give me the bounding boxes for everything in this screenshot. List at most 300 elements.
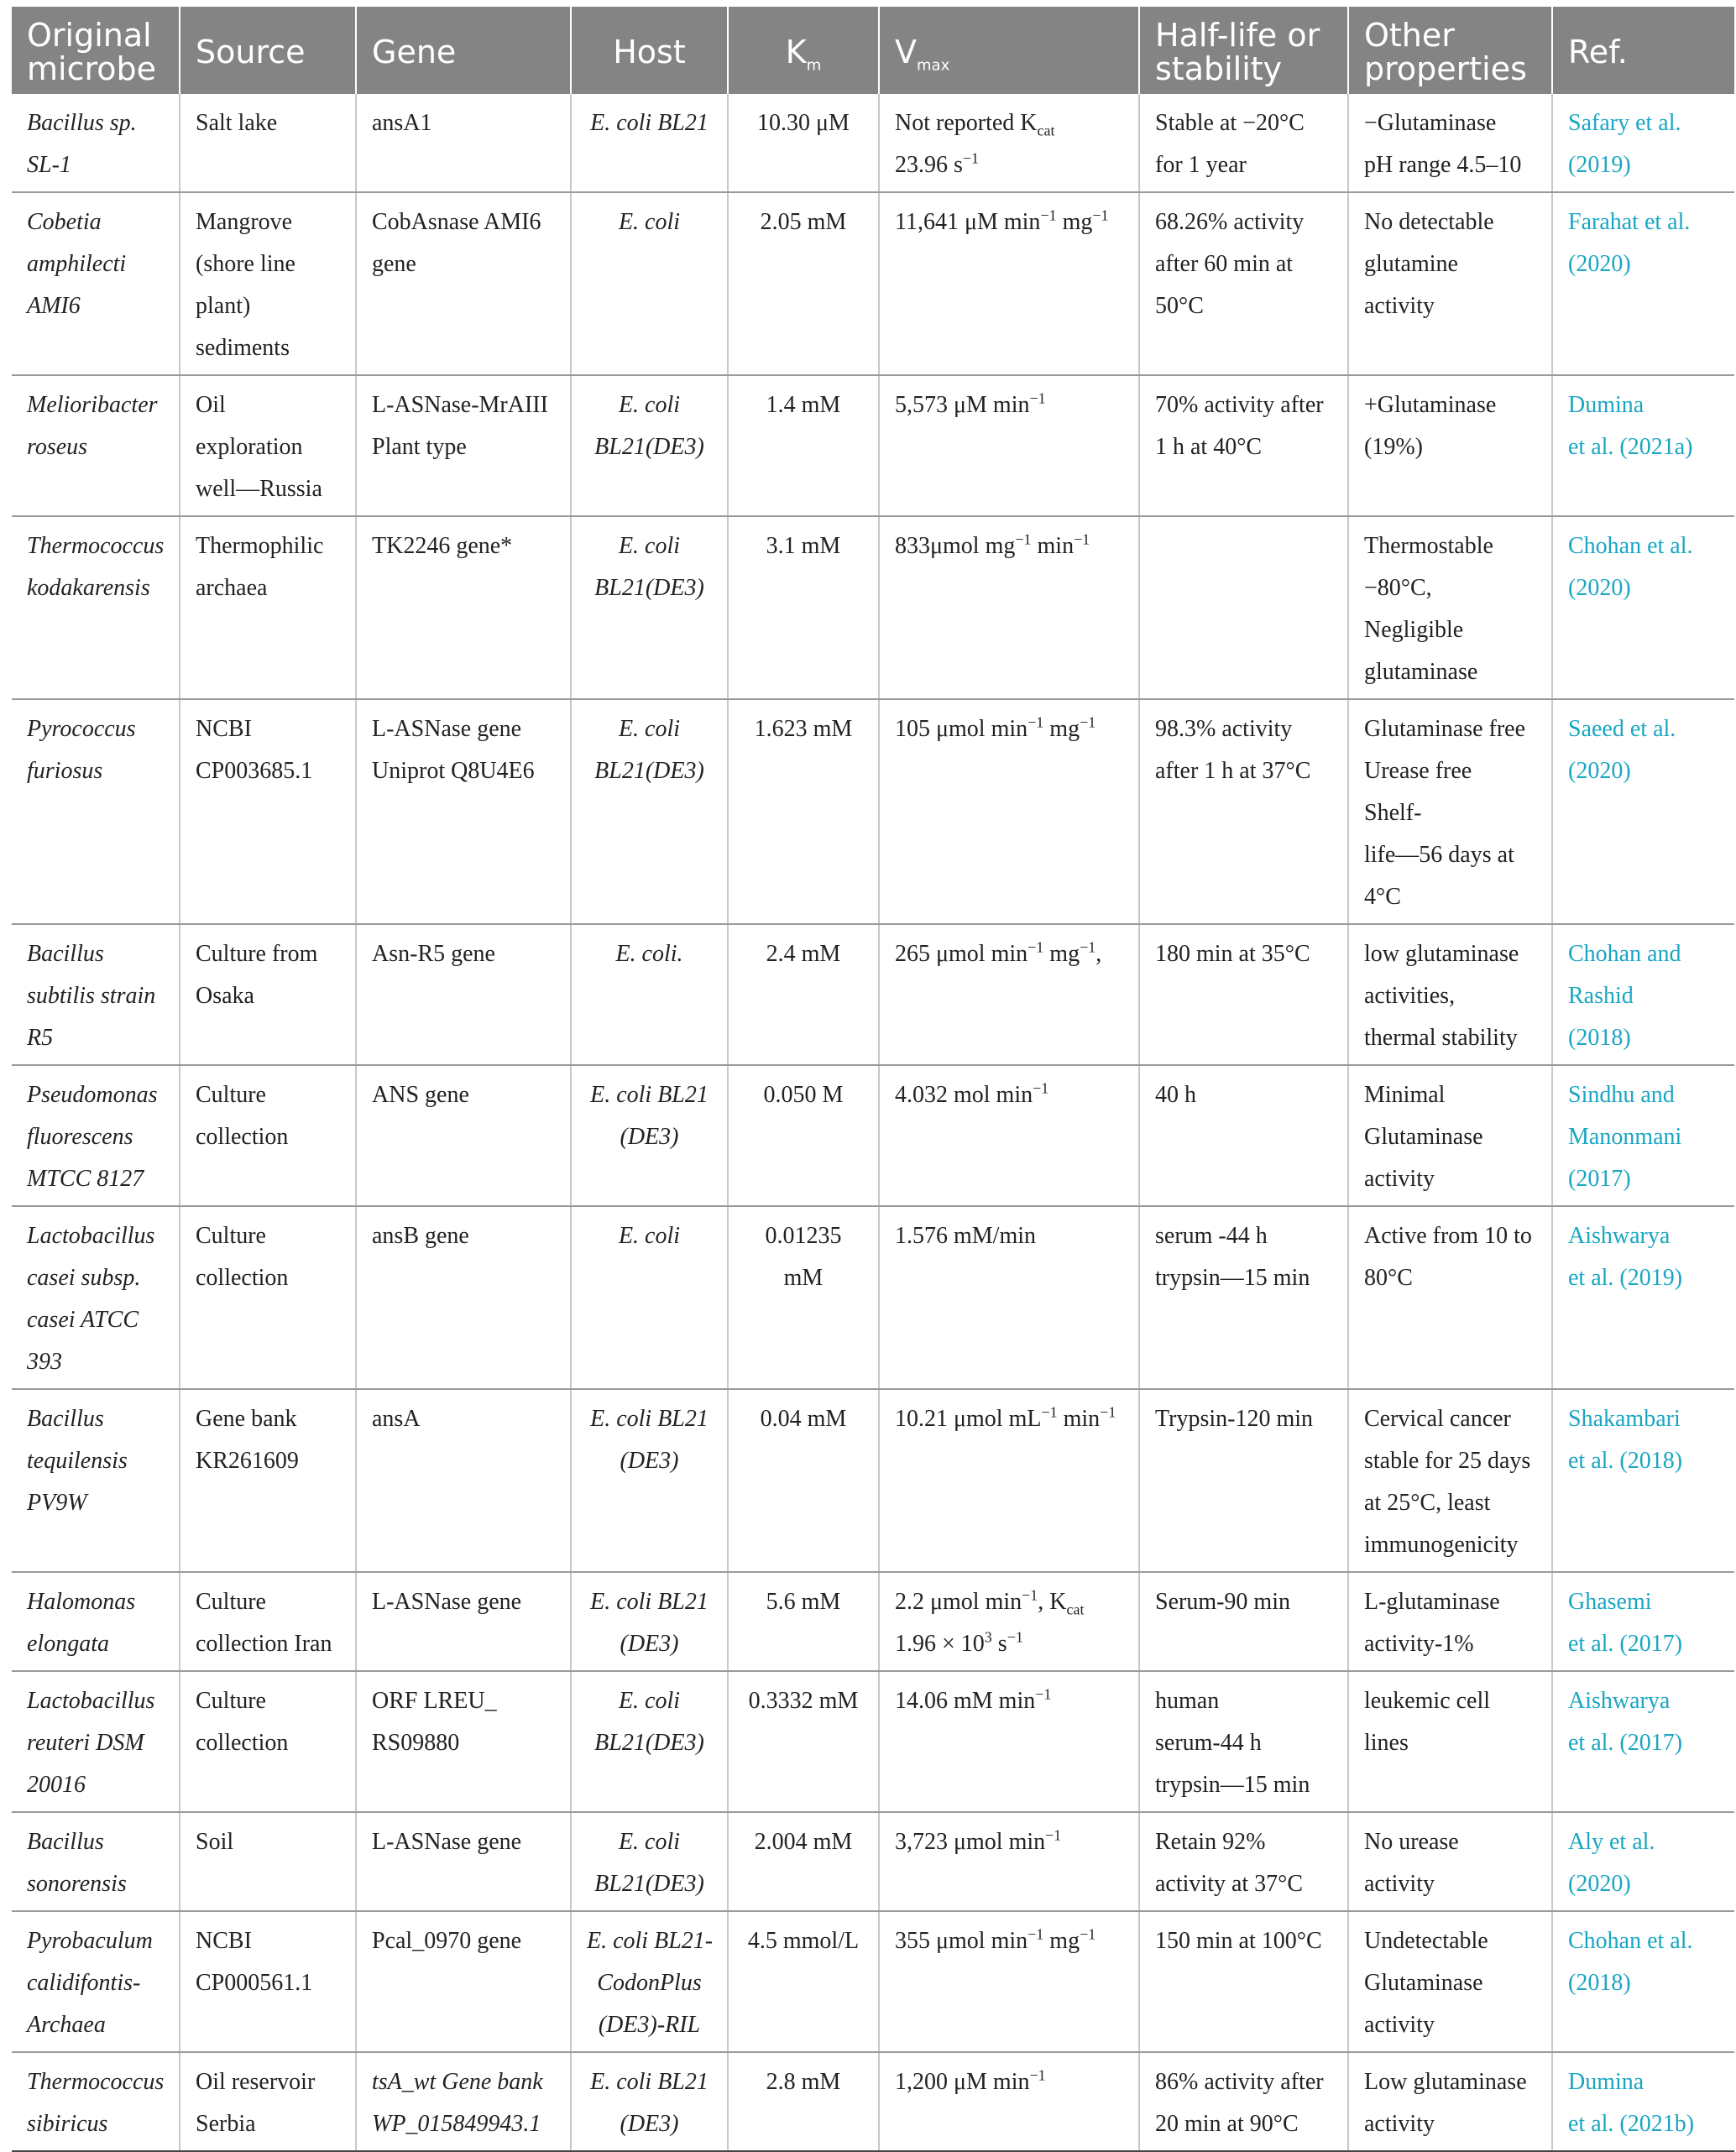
cell-other — [1348, 1572, 1552, 1671]
cell-vmax — [879, 1206, 1139, 1389]
cell-source-line: KR261609 — [196, 1448, 299, 1474]
cell-source — [180, 1206, 356, 1389]
cell-ref-link-line: Ghasemi — [1568, 1589, 1652, 1615]
cell-gene-line: ansB gene — [372, 1223, 469, 1249]
cell-microbe-line: kodakarensis — [27, 575, 150, 601]
cell-vmax-line — [895, 384, 1123, 426]
cell-microbe-line: SL-1 — [27, 152, 71, 178]
cell-other-line: −Glutaminase — [1364, 110, 1497, 136]
header-line: properties — [1364, 50, 1527, 87]
cell-other-line: Negligible — [1364, 617, 1464, 643]
cell-ref-link-line: et al. (2021a) — [1568, 434, 1693, 460]
cell-ref-link[interactable] — [1552, 924, 1734, 1065]
vmax-text: mg — [1043, 716, 1080, 742]
cell-km: 1.623 mM — [728, 699, 879, 924]
cell-vmax-line — [895, 201, 1123, 243]
cell-microbe-line: tequilensis — [27, 1448, 128, 1474]
cell-microbe-line: roseus — [27, 434, 88, 460]
cell-host — [571, 375, 728, 516]
vmax-sup: −1 — [1029, 389, 1046, 407]
cell-ref-link-line: (2019) — [1568, 152, 1631, 178]
cell-vmax — [879, 516, 1139, 699]
cell-source-line: collection Iran — [196, 1631, 332, 1657]
cell-gene-line: tsA_wt Gene bank — [372, 2069, 543, 2095]
vmax-sup: −1 — [1041, 1403, 1058, 1421]
cell-source-line: Mangrove — [196, 209, 293, 235]
cell-gene-line: WP_015849943.1 — [372, 2111, 541, 2137]
cell-gene-line: TK2246 gene* — [372, 533, 513, 559]
cell-ref-link[interactable] — [1552, 2052, 1734, 2151]
cell-km: 2.4 mM — [728, 924, 879, 1065]
cell-stability — [1139, 1206, 1348, 1389]
table-row — [12, 2052, 1734, 2151]
cell-stability-line: Stable at −20°C — [1155, 110, 1305, 136]
cell-stability — [1139, 94, 1348, 192]
cell-stability — [1139, 1911, 1348, 2052]
cell-gene-line: Pcal_0970 gene — [372, 1928, 522, 1954]
table-row — [12, 1389, 1734, 1572]
cell-ref-link[interactable] — [1552, 192, 1734, 375]
cell-microbe-line: fluorescens — [27, 1124, 133, 1150]
cell-other-line: activity-1% — [1364, 1631, 1474, 1657]
cell-microbe-line: R5 — [27, 1025, 54, 1051]
cell-gene-line: Uniprot Q8U4E6 — [372, 758, 535, 784]
vmax-sup: −1 — [1045, 1826, 1062, 1844]
table-row — [12, 1065, 1734, 1206]
cell-gene-line: ORF LREU_ — [372, 1688, 497, 1714]
cell-km: 2.8 mM — [728, 2052, 879, 2151]
cell-other-line: activity — [1364, 1166, 1435, 1192]
cell-ref-link-line: Chohan et al. — [1568, 533, 1693, 559]
header-line: Half-life or — [1155, 17, 1320, 54]
cell-other-line: leukemic cell — [1364, 1688, 1491, 1714]
vmax-sup: −1 — [1007, 1628, 1023, 1646]
vmax-sup: −1 — [1040, 206, 1057, 224]
cell-host — [571, 1572, 728, 1671]
cell-vmax-line — [895, 1074, 1123, 1116]
cell-microbe-line: sibiricus — [27, 2111, 108, 2137]
cell-source-line: Gene bank — [196, 1406, 297, 1432]
cell-other — [1348, 1206, 1552, 1389]
cell-other-line: Low glutaminase — [1364, 2069, 1527, 2095]
cell-stability-line: Trypsin-120 min — [1155, 1406, 1314, 1432]
cell-microbe-line: subtilis strain — [27, 983, 156, 1009]
cell-gene — [356, 1911, 571, 2052]
vmax-text: mg — [1043, 941, 1080, 967]
cell-microbe-line: Thermococcus — [27, 533, 165, 559]
cell-source-line: NCBI — [196, 1928, 252, 1954]
cell-other — [1348, 1812, 1552, 1911]
header-row — [12, 7, 1734, 94]
cell-gene — [356, 516, 571, 699]
vmax-sup: −1 — [962, 149, 980, 167]
cell-ref-link[interactable] — [1552, 375, 1734, 516]
vmax-sup: −1 — [1035, 1685, 1052, 1703]
cell-source-line: archaea — [196, 575, 268, 601]
table-body — [12, 94, 1734, 2151]
cell-microbe-line: sonorensis — [27, 1871, 127, 1897]
cell-microbe-line: Archaea — [27, 2012, 106, 2038]
cell-ref-link-line: Aishwarya — [1568, 1688, 1671, 1714]
cell-other-line: No urease — [1364, 1829, 1459, 1855]
cell-stability-line: serum-44 h — [1155, 1730, 1262, 1756]
cell-microbe-line: reuteri DSM — [27, 1730, 144, 1756]
cell-microbe-line: Pseudomonas — [27, 1082, 158, 1108]
cell-host-line: E. coli — [618, 716, 681, 742]
cell-stability-line: 40 h — [1155, 1082, 1196, 1108]
cell-other-line: thermal stability — [1364, 1025, 1518, 1051]
cell-source-line: (shore line — [196, 251, 295, 277]
cell-gene — [356, 1671, 571, 1812]
cell-source-line: collection — [196, 1265, 289, 1291]
cell-source-line: Culture from — [196, 941, 318, 967]
vmax-sub: cat — [1037, 122, 1055, 139]
vmax-sup: −1 — [1015, 530, 1032, 548]
cell-microbe-line: casei subsp. — [27, 1265, 141, 1291]
cell-vmax — [879, 1671, 1139, 1812]
cell-gene — [356, 375, 571, 516]
cell-source — [180, 192, 356, 375]
cell-stability-line: activity at 37°C — [1155, 1871, 1304, 1897]
cell-ref-link[interactable] — [1552, 1206, 1734, 1389]
cell-ref-link[interactable] — [1552, 1572, 1734, 1671]
cell-other-line: Thermostable — [1364, 533, 1493, 559]
cell-vmax-line — [895, 102, 1123, 144]
cell-km: 5.6 mM — [728, 1572, 879, 1671]
cell-microbe-line: calidifontis- — [27, 1970, 141, 1996]
cell-microbe-line: MTCC 8127 — [27, 1166, 144, 1192]
header-line: Other — [1364, 17, 1455, 54]
vmax-sup: −1 — [1029, 2066, 1046, 2084]
header-km-sub: m — [806, 56, 822, 75]
cell-stability — [1139, 1671, 1348, 1812]
cell-source-line: Soil — [196, 1829, 234, 1855]
cell-vmax-line — [895, 1623, 1123, 1665]
cell-other-line: Glutaminase free — [1364, 716, 1526, 742]
cell-ref-link-line: et al. (2017) — [1568, 1631, 1683, 1657]
cell-gene — [356, 94, 571, 192]
cell-other-line: (19%) — [1364, 434, 1423, 460]
cell-microbe-line: amphilecti — [27, 251, 127, 277]
cell-other-line: Glutaminase — [1364, 1124, 1483, 1150]
vmax-text: mg — [1056, 209, 1093, 235]
cell-other — [1348, 699, 1552, 924]
cell-host — [571, 1389, 728, 1572]
cell-microbe — [12, 94, 180, 192]
cell-ref-link-line: et al. (2021b) — [1568, 2111, 1695, 2137]
cell-ref-link-line: Chohan et al. — [1568, 1928, 1693, 1954]
cell-stability — [1139, 192, 1348, 375]
cell-stability — [1139, 1389, 1348, 1572]
cell-source — [180, 1065, 356, 1206]
table-row — [12, 1206, 1734, 1389]
cell-other-line: Cervical cancer — [1364, 1406, 1511, 1432]
cell-ref-link-line: (2017) — [1568, 1166, 1631, 1192]
cell-other — [1348, 516, 1552, 699]
cell-vmax-line — [895, 525, 1123, 567]
cell-source-line: collection — [196, 1124, 289, 1150]
header-half-life — [1139, 7, 1348, 94]
cell-km: 4.5 mmol/L — [728, 1911, 879, 2052]
vmax-text: 2.2 μmol min — [895, 1589, 1022, 1615]
cell-stability-line: 20 min at 90°C — [1155, 2111, 1299, 2137]
cell-stability-line: 86% activity after — [1155, 2069, 1324, 2095]
cell-vmax-line — [895, 933, 1123, 975]
cell-other — [1348, 2052, 1552, 2151]
cell-other — [1348, 1389, 1552, 1572]
cell-microbe — [12, 1065, 180, 1206]
cell-other-line: L-glutaminase — [1364, 1589, 1500, 1615]
vmax-text: Not reported K — [895, 110, 1038, 136]
cell-gene-line: L-ASNase gene — [372, 1829, 522, 1855]
cell-vmax-line — [895, 2061, 1123, 2103]
cell-host — [571, 1671, 728, 1812]
cell-source-line: CP003685.1 — [196, 758, 313, 784]
header-gene: Gene — [356, 7, 571, 94]
cell-other-line: −80°C, — [1364, 575, 1432, 601]
table-row — [12, 1812, 1734, 1911]
vmax-text: 3,723 μmol min — [895, 1829, 1046, 1855]
cell-ref-link[interactable] — [1552, 699, 1734, 924]
vmax-sup: −1 — [1092, 206, 1109, 224]
cell-gene-line: L-ASNase gene — [372, 716, 522, 742]
cell-microbe — [12, 1572, 180, 1671]
vmax-text: 833μmol mg — [895, 533, 1016, 559]
cell-ref-link[interactable] — [1552, 1065, 1734, 1206]
vmax-text: 10.21 μmol mL — [895, 1406, 1042, 1432]
cell-vmax-line — [895, 708, 1123, 750]
cell-other — [1348, 1911, 1552, 2052]
cell-host-line: BL21(DE3) — [594, 1871, 704, 1897]
cell-ref-link[interactable] — [1552, 1389, 1734, 1572]
cell-ref-link[interactable] — [1552, 1911, 1734, 2052]
table-row — [12, 924, 1734, 1065]
cell-gene — [356, 1572, 571, 1671]
cell-vmax — [879, 1572, 1139, 1671]
asparaginase-table — [12, 7, 1734, 2152]
cell-source — [180, 94, 356, 192]
cell-source — [180, 1389, 356, 1572]
cell-gene-line: ansA1 — [372, 110, 432, 136]
cell-other-line: No detectable — [1364, 209, 1494, 235]
cell-microbe-line: Bacillus — [27, 1406, 104, 1432]
cell-source-line: Salt lake — [196, 110, 278, 136]
cell-ref-link[interactable] — [1552, 1812, 1734, 1911]
cell-stability — [1139, 699, 1348, 924]
cell-other — [1348, 94, 1552, 192]
vmax-text: s — [991, 1631, 1007, 1657]
table-row — [12, 94, 1734, 192]
cell-stability-line: Retain 92% — [1155, 1829, 1266, 1855]
cell-other-line: 4°C — [1364, 884, 1401, 910]
cell-gene — [356, 1206, 571, 1389]
header-other-properties — [1348, 7, 1552, 94]
cell-microbe-line: Bacillus sp. — [27, 110, 137, 136]
cell-host-line: (DE3) — [620, 2111, 679, 2137]
cell-other-line: Minimal — [1364, 1082, 1446, 1108]
vmax-text: , K — [1038, 1589, 1067, 1615]
cell-source — [180, 1572, 356, 1671]
cell-host-line: BL21(DE3) — [594, 434, 704, 460]
cell-km: 2.05 mM — [728, 192, 879, 375]
vmax-text: min — [1031, 533, 1075, 559]
cell-vmax — [879, 1065, 1139, 1206]
cell-source-line: collection — [196, 1730, 289, 1756]
cell-km: 0.01235 mM — [728, 1206, 879, 1389]
cell-source-line: exploration — [196, 434, 303, 460]
cell-microbe-line: Thermococcus — [27, 2069, 165, 2095]
cell-other-line: at 25°C, least — [1364, 1490, 1491, 1516]
cell-ref-link-line: Rashid — [1568, 983, 1634, 1009]
vmax-sub: cat — [1066, 1601, 1085, 1618]
cell-source — [180, 375, 356, 516]
cell-microbe — [12, 1206, 180, 1389]
table-row — [12, 699, 1734, 924]
cell-vmax — [879, 375, 1139, 516]
vmax-sup: −1 — [1080, 1925, 1096, 1943]
cell-microbe-line: Cobetia — [27, 209, 102, 235]
cell-microbe-line: Pyrococcus — [27, 716, 136, 742]
cell-ref-link[interactable] — [1552, 1671, 1734, 1812]
cell-source-line: Osaka — [196, 983, 254, 1009]
cell-host-line: E. coli BL21 — [590, 110, 709, 136]
cell-source — [180, 2052, 356, 2151]
cell-host — [571, 516, 728, 699]
cell-vmax — [879, 1812, 1139, 1911]
vmax-text: 105 μmol min — [895, 716, 1028, 742]
header-ref: Ref. — [1552, 7, 1734, 94]
vmax-sup: −1 — [1074, 530, 1090, 548]
cell-source — [180, 516, 356, 699]
cell-km: 10.30 μM — [728, 94, 879, 192]
cell-ref-link-line: (2020) — [1568, 758, 1631, 784]
cell-ref-link-line: et al. (2018) — [1568, 1448, 1683, 1474]
cell-microbe — [12, 1671, 180, 1812]
cell-microbe — [12, 516, 180, 699]
cell-stability-line: 70% activity after — [1155, 392, 1324, 418]
cell-stability-line: 98.3% activity — [1155, 716, 1293, 742]
cell-microbe-line: Melioribacter — [27, 392, 158, 418]
table-row — [12, 516, 1734, 699]
cell-ref-link-line: et al. (2019) — [1568, 1265, 1683, 1291]
cell-microbe — [12, 1812, 180, 1911]
cell-ref-link[interactable] — [1552, 516, 1734, 699]
vmax-sup: −1 — [1027, 1925, 1044, 1943]
cell-host-line: BL21(DE3) — [594, 575, 704, 601]
cell-host — [571, 94, 728, 192]
cell-host-line: (DE3) — [620, 1631, 679, 1657]
cell-stability — [1139, 375, 1348, 516]
cell-vmax-line — [895, 1920, 1123, 1962]
cell-stability-line: human — [1155, 1688, 1220, 1714]
cell-gene — [356, 699, 571, 924]
header-vmax — [879, 7, 1139, 94]
cell-vmax-line — [895, 1215, 1123, 1257]
cell-host-line: E. coli BL21- — [587, 1928, 714, 1954]
cell-other — [1348, 924, 1552, 1065]
cell-ref-link-line: Chohan and — [1568, 941, 1681, 967]
cell-stability-line: 150 min at 100°C — [1155, 1928, 1322, 1954]
vmax-text: , — [1095, 941, 1102, 967]
cell-source — [180, 924, 356, 1065]
cell-ref-link[interactable] — [1552, 94, 1734, 192]
cell-km: 1.4 mM — [728, 375, 879, 516]
cell-km: 0.050 M — [728, 1065, 879, 1206]
cell-stability-line: 68.26% activity — [1155, 209, 1305, 235]
cell-vmax-line — [895, 1821, 1123, 1863]
cell-gene — [356, 192, 571, 375]
cell-microbe — [12, 192, 180, 375]
cell-gene-line: ansA — [372, 1406, 421, 1432]
cell-host-line: E. coli — [618, 1688, 681, 1714]
vmax-text: 1,200 μM min — [895, 2069, 1030, 2095]
cell-source-line: Culture — [196, 1223, 266, 1249]
cell-host — [571, 1911, 728, 2052]
cell-host-line: BL21(DE3) — [594, 1730, 704, 1756]
cell-gene-line: gene — [372, 251, 416, 277]
cell-vmax — [879, 2052, 1139, 2151]
cell-stability-line: 1 h at 40°C — [1155, 434, 1263, 460]
table-container — [12, 7, 1734, 2152]
cell-microbe — [12, 699, 180, 924]
vmax-text: 11,641 μM min — [895, 209, 1041, 235]
cell-stability — [1139, 2052, 1348, 2151]
cell-gene-line: CobAsnase AMI6 — [372, 209, 541, 235]
vmax-sup: −1 — [1100, 1403, 1116, 1421]
cell-vmax-line — [895, 144, 1123, 186]
cell-other-line: Active from 10 to — [1364, 1223, 1532, 1249]
vmax-text: 355 μmol min — [895, 1928, 1028, 1954]
cell-source-line: Culture — [196, 1688, 266, 1714]
cell-source — [180, 1911, 356, 2052]
cell-ref-link-line: (2018) — [1568, 1970, 1631, 1996]
cell-gene-line: RS09880 — [372, 1730, 460, 1756]
cell-host — [571, 1812, 728, 1911]
cell-km: 0.3332 mM — [728, 1671, 879, 1812]
cell-vmax-line — [895, 1581, 1123, 1623]
header-vmax-main: V — [895, 34, 917, 71]
cell-ref-link-line: Saeed et al. — [1568, 716, 1676, 742]
cell-microbe-line: Bacillus — [27, 941, 104, 967]
cell-other-line: low glutaminase — [1364, 941, 1519, 967]
cell-other-line: lines — [1364, 1730, 1409, 1756]
header-km-main: K — [785, 34, 807, 71]
table-row — [12, 1572, 1734, 1671]
cell-host-line: BL21(DE3) — [594, 758, 704, 784]
vmax-text: 265 μmol min — [895, 941, 1028, 967]
cell-gene — [356, 924, 571, 1065]
cell-other — [1348, 1671, 1552, 1812]
cell-vmax — [879, 1911, 1139, 2052]
cell-microbe-line: Bacillus — [27, 1829, 104, 1855]
cell-stability-line: serum -44 h — [1155, 1223, 1268, 1249]
cell-host — [571, 699, 728, 924]
cell-stability-line: Serum-90 min — [1155, 1589, 1290, 1615]
cell-host-line: E. coli BL21 — [590, 1406, 709, 1432]
cell-microbe-line: casei ATCC — [27, 1307, 139, 1333]
cell-gene-line: L-ASNase-MrAIII — [372, 392, 548, 418]
cell-source-line: NCBI — [196, 716, 252, 742]
cell-stability-line: trypsin—15 min — [1155, 1772, 1310, 1798]
cell-stability — [1139, 924, 1348, 1065]
cell-other-line: stable for 25 days — [1364, 1448, 1531, 1474]
cell-source-line: plant) — [196, 293, 251, 319]
cell-source-line: Thermophilic — [196, 533, 324, 559]
cell-ref-link-line: et al. (2017) — [1568, 1730, 1683, 1756]
cell-ref-link-line: Farahat et al. — [1568, 209, 1691, 235]
cell-stability-line: for 1 year — [1155, 152, 1247, 178]
cell-source — [180, 1671, 356, 1812]
